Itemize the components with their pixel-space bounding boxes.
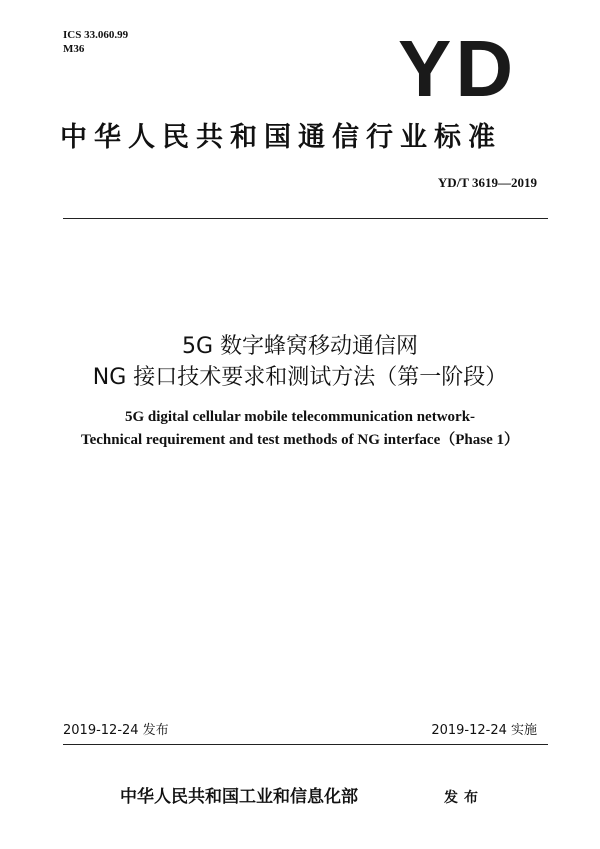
yd-logo: YD bbox=[398, 24, 518, 113]
classification-code: M36 bbox=[63, 43, 85, 55]
implementation-date: 2019-12-24 实施 bbox=[431, 723, 537, 738]
title-chinese-line2: NG 接口技术要求和测试方法（第一阶段） bbox=[92, 365, 508, 390]
publish-date: 2019-12-24 发布 bbox=[63, 723, 169, 738]
header-divider bbox=[63, 218, 548, 219]
publisher-name: 中华人民共和国工业和信息化部 bbox=[120, 787, 358, 807]
title-chinese-line1: 5G 数字蜂窝移动通信网 bbox=[181, 334, 419, 359]
standard-category-title: 中华人民共和国通信行业标准 bbox=[60, 122, 502, 153]
ics-code: ICS 33.060.99 bbox=[63, 29, 129, 41]
title-english-line2: Technical requirement and test methods of NG interface（Phase 1） bbox=[80, 432, 520, 448]
publish-label: 发布 bbox=[444, 790, 484, 806]
footer-divider bbox=[63, 744, 548, 745]
standard-number: YD/T 3619—2019 bbox=[437, 175, 537, 190]
title-english-line1: 5G digital cellular mobile telecommunication network- bbox=[124, 409, 476, 425]
